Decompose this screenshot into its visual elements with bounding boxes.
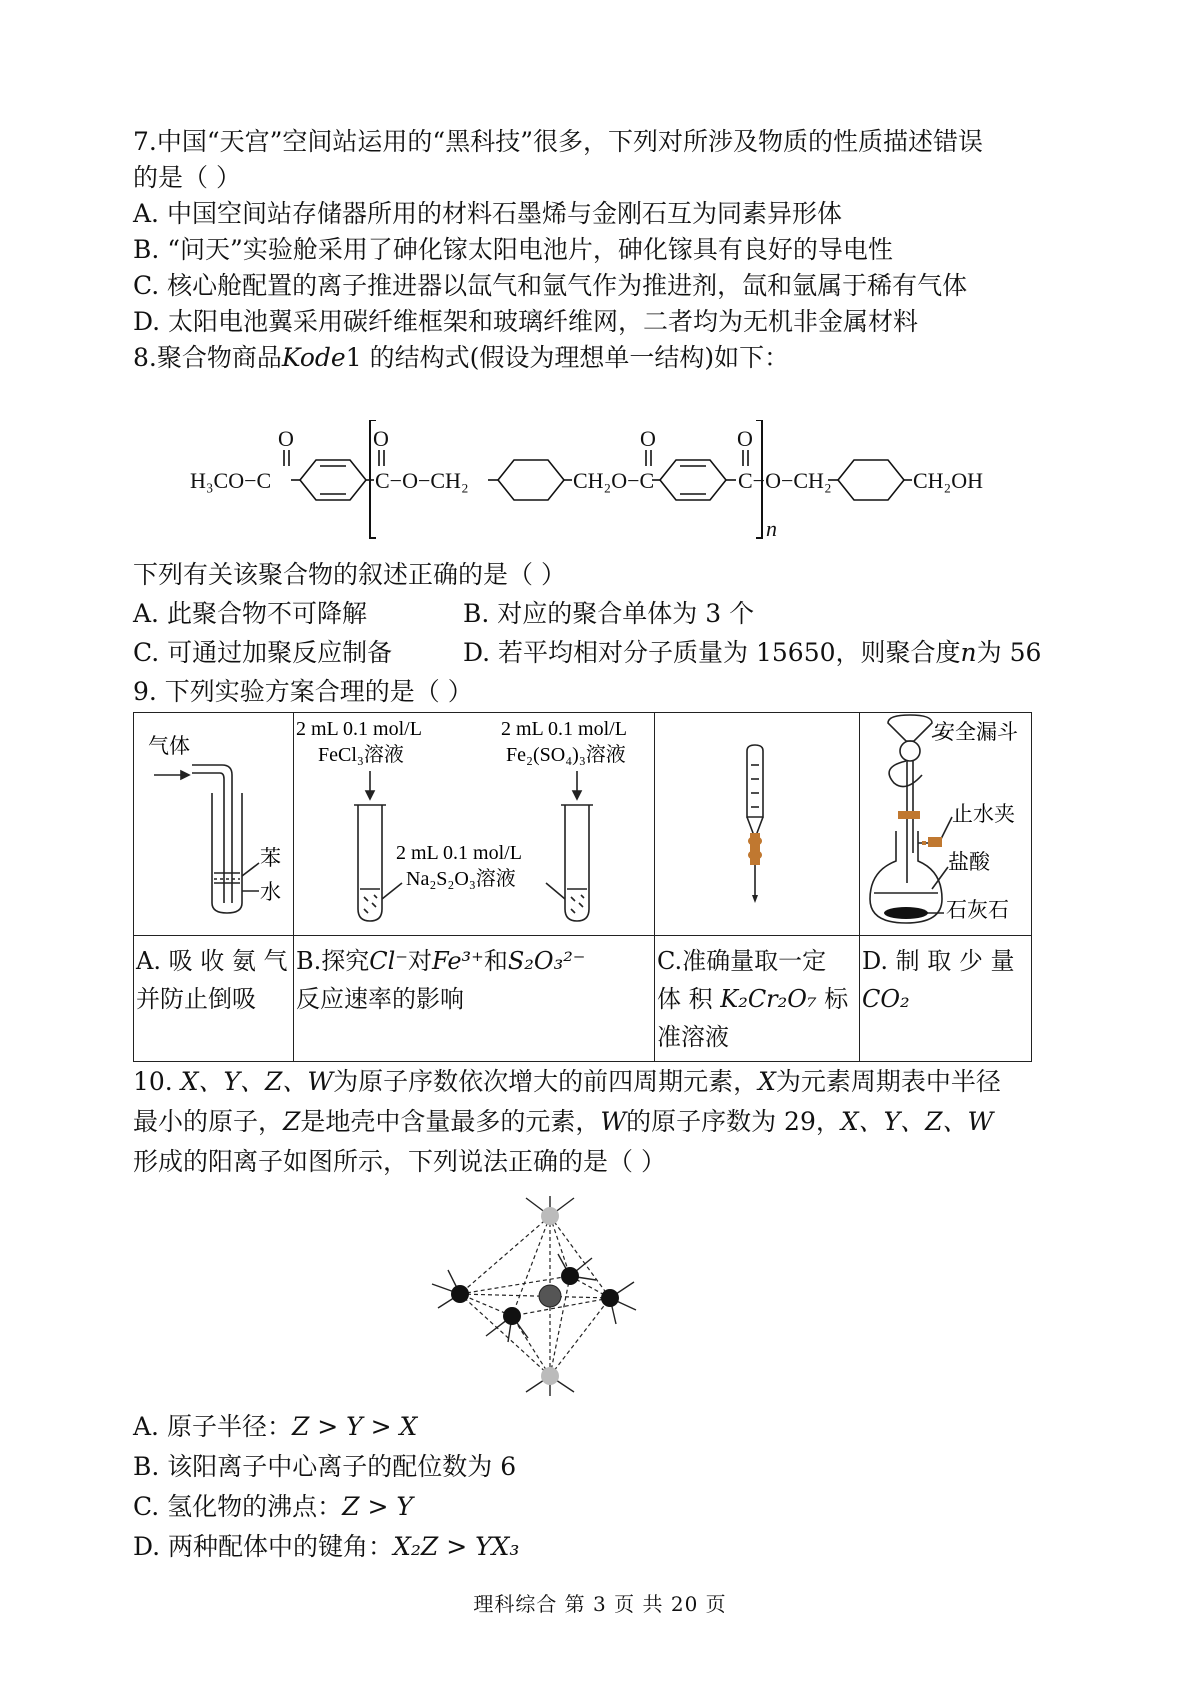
q9-caption-b-s2o3: S₂O₃²⁻: [507, 947, 586, 975]
q8-oxygen-2: O: [373, 426, 389, 451]
q8-option-a: A. 此聚合物不可降解: [133, 599, 367, 628]
q9-d-funnel-label: 安全漏斗: [934, 720, 1018, 744]
q10-line1-post: 为元素周期表中半径: [775, 1067, 1001, 1096]
q8-stem-italic: Kode: [281, 343, 346, 372]
page-footer: 理科综合 第 3 页 共 20 页: [473, 1592, 727, 1616]
q10-line2: [133, 1104, 993, 1140]
ligand-nitrogen-4: [601, 1289, 619, 1307]
q9-caption-c-pre: 体 积: [657, 985, 721, 1013]
q9-a-gas-label: 气体: [148, 734, 190, 758]
q8-stem-pre: 8.聚合物商品: [133, 343, 282, 372]
q8-option-d-var: n: [960, 638, 977, 667]
reaction-rate-figure: [294, 713, 654, 931]
q10-option-d-expr: X₂Z > YX₃: [393, 1532, 520, 1561]
ligand-nitrogen-1: [451, 1285, 469, 1303]
q9-b-left-reagent: FeCl₃溶液: [318, 744, 404, 766]
q8-repeat-n: n: [766, 516, 777, 541]
q10-option-d: [133, 1529, 519, 1565]
q9-experiment-table: [133, 712, 1032, 1062]
q9-b-right-reagent: Fe₂(SO₄)₃溶液: [506, 744, 626, 766]
q10-line1: [133, 1064, 1001, 1100]
q10-line1-mid: 为原子序数依次增大的前四周期元素，: [333, 1067, 759, 1096]
burette-figure: [655, 713, 859, 931]
q10-line1-pre: 10.: [133, 1067, 181, 1096]
q10-option-b: B. 该阳离子中心离子的配位数为 6: [133, 1452, 517, 1481]
q9-caption-d-line1: D. 制 取 少 量: [862, 947, 1015, 975]
q10-option-c-pre: C. 氢化物的沸点：: [133, 1492, 343, 1521]
q7-option-d: D. 太阳电池翼采用碳纤维框架和玻璃纤维网，二者均为无机非金属材料: [133, 307, 919, 336]
q9-a-benzene-label: 苯: [260, 846, 281, 870]
q7-option-a: A. 中国空间站存储器所用的材料石墨烯与金刚石互为同素异形体: [133, 199, 842, 228]
q7-stem-line2: 的是（ ）: [133, 163, 241, 192]
q9-caption-c-formula: K₂Cr₂O₇: [720, 985, 817, 1013]
cation-octahedron-figure: [420, 1196, 680, 1396]
q10-option-a-expr: Z > Y > X: [291, 1412, 418, 1441]
q10-line1-x: X: [758, 1067, 776, 1096]
q9-b-right-conc: 2 mL 0.1 mol/L: [501, 718, 627, 740]
q9-d-acid-label: 盐酸: [948, 850, 990, 874]
q9-caption-c-line3: 准溶液: [657, 1023, 729, 1051]
q8-oxygen-3: O: [640, 426, 656, 451]
q9-d-clamp-label: 止水夹: [952, 802, 1015, 826]
q9-caption-b-mid2: 和: [483, 947, 508, 975]
q9-stem: 9. 下列实验方案合理的是（ ）: [133, 677, 473, 706]
clamp-icon: [928, 837, 942, 847]
q9-caption-c: [655, 936, 860, 1062]
q10-option-c: [133, 1489, 413, 1525]
q8-h3co-c: H₃CO−C: [190, 468, 272, 493]
q9-caption-c-line1: C.准确量取一定: [657, 947, 827, 975]
q10-line2-pre: 最小的原子，: [133, 1107, 284, 1136]
co2-generator-figure: [860, 713, 1031, 931]
q9-caption-b-cl: Cl⁻: [369, 947, 408, 975]
ligand-nitrogen-2: [503, 1307, 521, 1325]
q9-caption-d-formula: CO₂: [862, 985, 910, 1013]
ligand-oxygen-top: [541, 1207, 559, 1225]
q10-option-a-pre: A. 原子半径：: [133, 1412, 292, 1441]
q8-option-d-pre: D. 若平均相对分子质量为 15650，则聚合度: [463, 638, 961, 667]
rubber-stopper-icon: [898, 811, 920, 819]
q8-oxygen-4: O: [737, 426, 753, 451]
q8-option-d-post: 为 56: [976, 638, 1042, 667]
q8-question: 下列有关该聚合物的叙述正确的是（ ）: [133, 560, 566, 589]
central-copper-ion: [539, 1285, 561, 1307]
q9-figure-a: [134, 713, 294, 936]
q9-caption-a: [134, 936, 294, 1062]
q10-line3: 形成的阳离子如图所示，下列说法正确的是（ ）: [133, 1147, 666, 1176]
q9-caption-b-mid1: 对: [407, 947, 432, 975]
q7-option-b: B. “问天”实验舱采用了砷化镓太阳电池片，砷化镓具有良好的导电性: [133, 235, 893, 264]
q8-oxygen-1: O: [278, 426, 294, 451]
q10-line1-vars: X、Y、Z、W: [180, 1067, 334, 1096]
q8-c-o-ch2-2: C−O−CH₂: [738, 468, 832, 493]
q9-b-bottom-reagent: Na₂S₂O₃溶液: [406, 868, 516, 890]
q10-line2-w: W: [600, 1107, 627, 1136]
ligand-oxygen-bottom: [541, 1367, 559, 1385]
q10-line2-mid: 是地壳中含量最多的元素，: [300, 1107, 601, 1136]
q9-caption-c-post: 标: [816, 985, 849, 1013]
q10-option-a: [133, 1409, 417, 1445]
q9-b-left-conc: 2 mL 0.1 mol/L: [296, 718, 422, 740]
q10-line2-z: Z: [283, 1107, 301, 1136]
q9-d-limestone-label: 石灰石: [946, 898, 1009, 922]
q8-ch2o-c: CH₂O−C: [573, 468, 655, 493]
q9-caption-b: [294, 936, 655, 1062]
limestone-icon: [884, 907, 928, 919]
q9-figure-c: [655, 713, 860, 936]
q9-caption-b-post: 反应速率的影响: [296, 985, 464, 1013]
q9-b-bottom-conc: 2 mL 0.1 mol/L: [396, 842, 522, 864]
q8-option-c: C. 可通过加聚反应制备: [133, 638, 393, 667]
q10-option-c-expr: Z > Y: [342, 1492, 413, 1521]
q9-figure-d: [860, 713, 1032, 936]
q10-line2-vars: X、Y、Z、W: [840, 1107, 994, 1136]
polymer-structure: [190, 420, 1030, 545]
q8-c-o-ch2-1: C−O−CH₂: [375, 468, 469, 493]
ligand-nitrogen-3: [561, 1267, 579, 1285]
q8-ch2oh: CH₂OH: [913, 468, 984, 493]
q9-caption-d: [860, 936, 1032, 1062]
q9-caption-a-text: A. 吸 收 氨 气并防止倒吸: [136, 947, 288, 1013]
q10-line2-post: 的原子序数为 29，: [626, 1107, 841, 1136]
ammonia-absorption-figure: [134, 713, 293, 931]
q7-stem-line1: 7.中国“天宫”空间站运用的“黑科技”很多，下列对所涉及物质的性质描述错误: [133, 127, 983, 156]
q8-option-b: B. 对应的聚合单体为 3 个: [463, 599, 755, 628]
q8-option-d: [463, 635, 1041, 671]
q8-stem-post: 1 的结构式(假设为理想单一结构)如下：: [345, 343, 790, 372]
q9-caption-b-fe: Fe³⁺: [431, 947, 484, 975]
q7-option-c: C. 核心舱配置的离子推进器以氙气和氩气作为推进剂，氙和氩属于稀有气体: [133, 271, 968, 300]
q9-a-water-label: 水: [260, 880, 281, 904]
q8-stem: [133, 340, 789, 376]
q10-option-d-pre: D. 两种配体中的键角：: [133, 1532, 394, 1561]
q9-caption-b-pre: B.探究: [296, 947, 370, 975]
q9-figure-b: [294, 713, 655, 936]
